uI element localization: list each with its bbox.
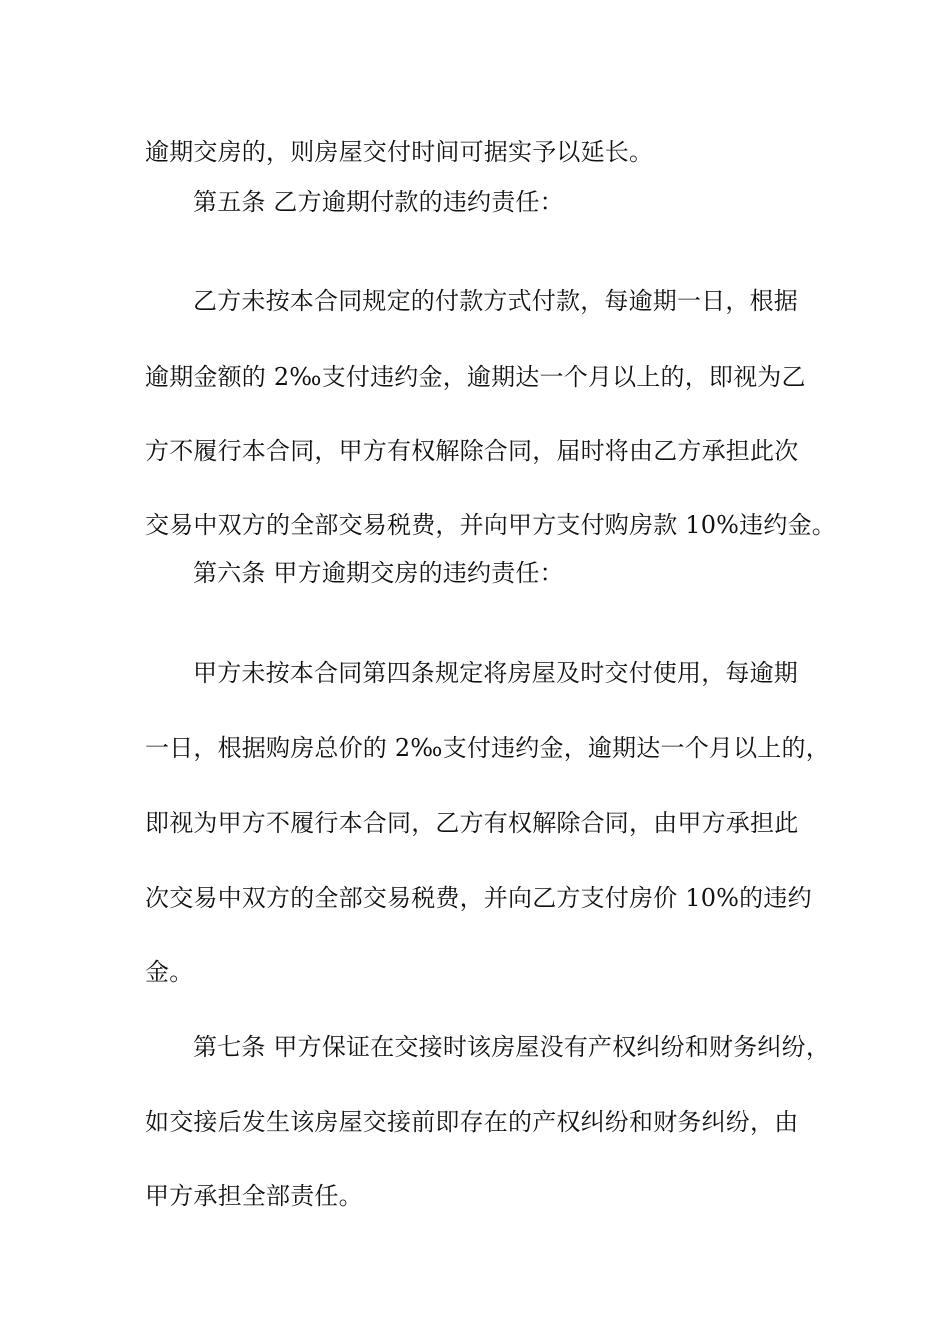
text-line-14: 如交接后发生该房屋交接前即存在的产权纠纷和财务纠纷，由 — [145, 1108, 799, 1136]
article-5-heading: 第五条 乙方逾期付款的违约责任： — [193, 188, 564, 216]
text-line-3: 乙方未按本合同规定的付款方式付款，每逾期一日，根据 — [193, 287, 798, 315]
article-6-heading: 第六条 甲方逾期交房的违约责任： — [193, 559, 564, 587]
text-line-10: 即视为甲方不履行本合同，乙方有权解除合同，由甲方承担此 — [145, 809, 799, 837]
text-line-9: 一日，根据购房总价的 2‰支付违约金，逾期达一个月以上的， — [145, 734, 830, 762]
text-line-4: 逾期金额的 2‰支付违约金，逾期达一个月以上的，即视为乙 — [145, 363, 806, 391]
text-line-1: 逾期交房的，则房屋交付时间可据实予以延长。 — [145, 138, 654, 166]
text-line-8: 甲方未按本合同第四条规定将房屋及时交付使用，每逾期 — [193, 659, 798, 687]
text-line-5: 方不履行本合同，甲方有权解除合同，届时将由乙方承担此次 — [145, 437, 799, 465]
article-7-line: 第七条 甲方保证在交接时该房屋没有产权纠纷和财务纠纷， — [193, 1033, 831, 1061]
text-line-6: 交易中双方的全部交易税费，并向甲方支付购房款 10%违约金。 — [145, 511, 836, 539]
text-line-15: 甲方承担全部责任。 — [145, 1182, 363, 1210]
text-line-11: 次交易中双方的全部交易税费，并向乙方支付房价 10%的违约 — [145, 884, 812, 912]
text-line-12: 金。 — [145, 958, 194, 986]
